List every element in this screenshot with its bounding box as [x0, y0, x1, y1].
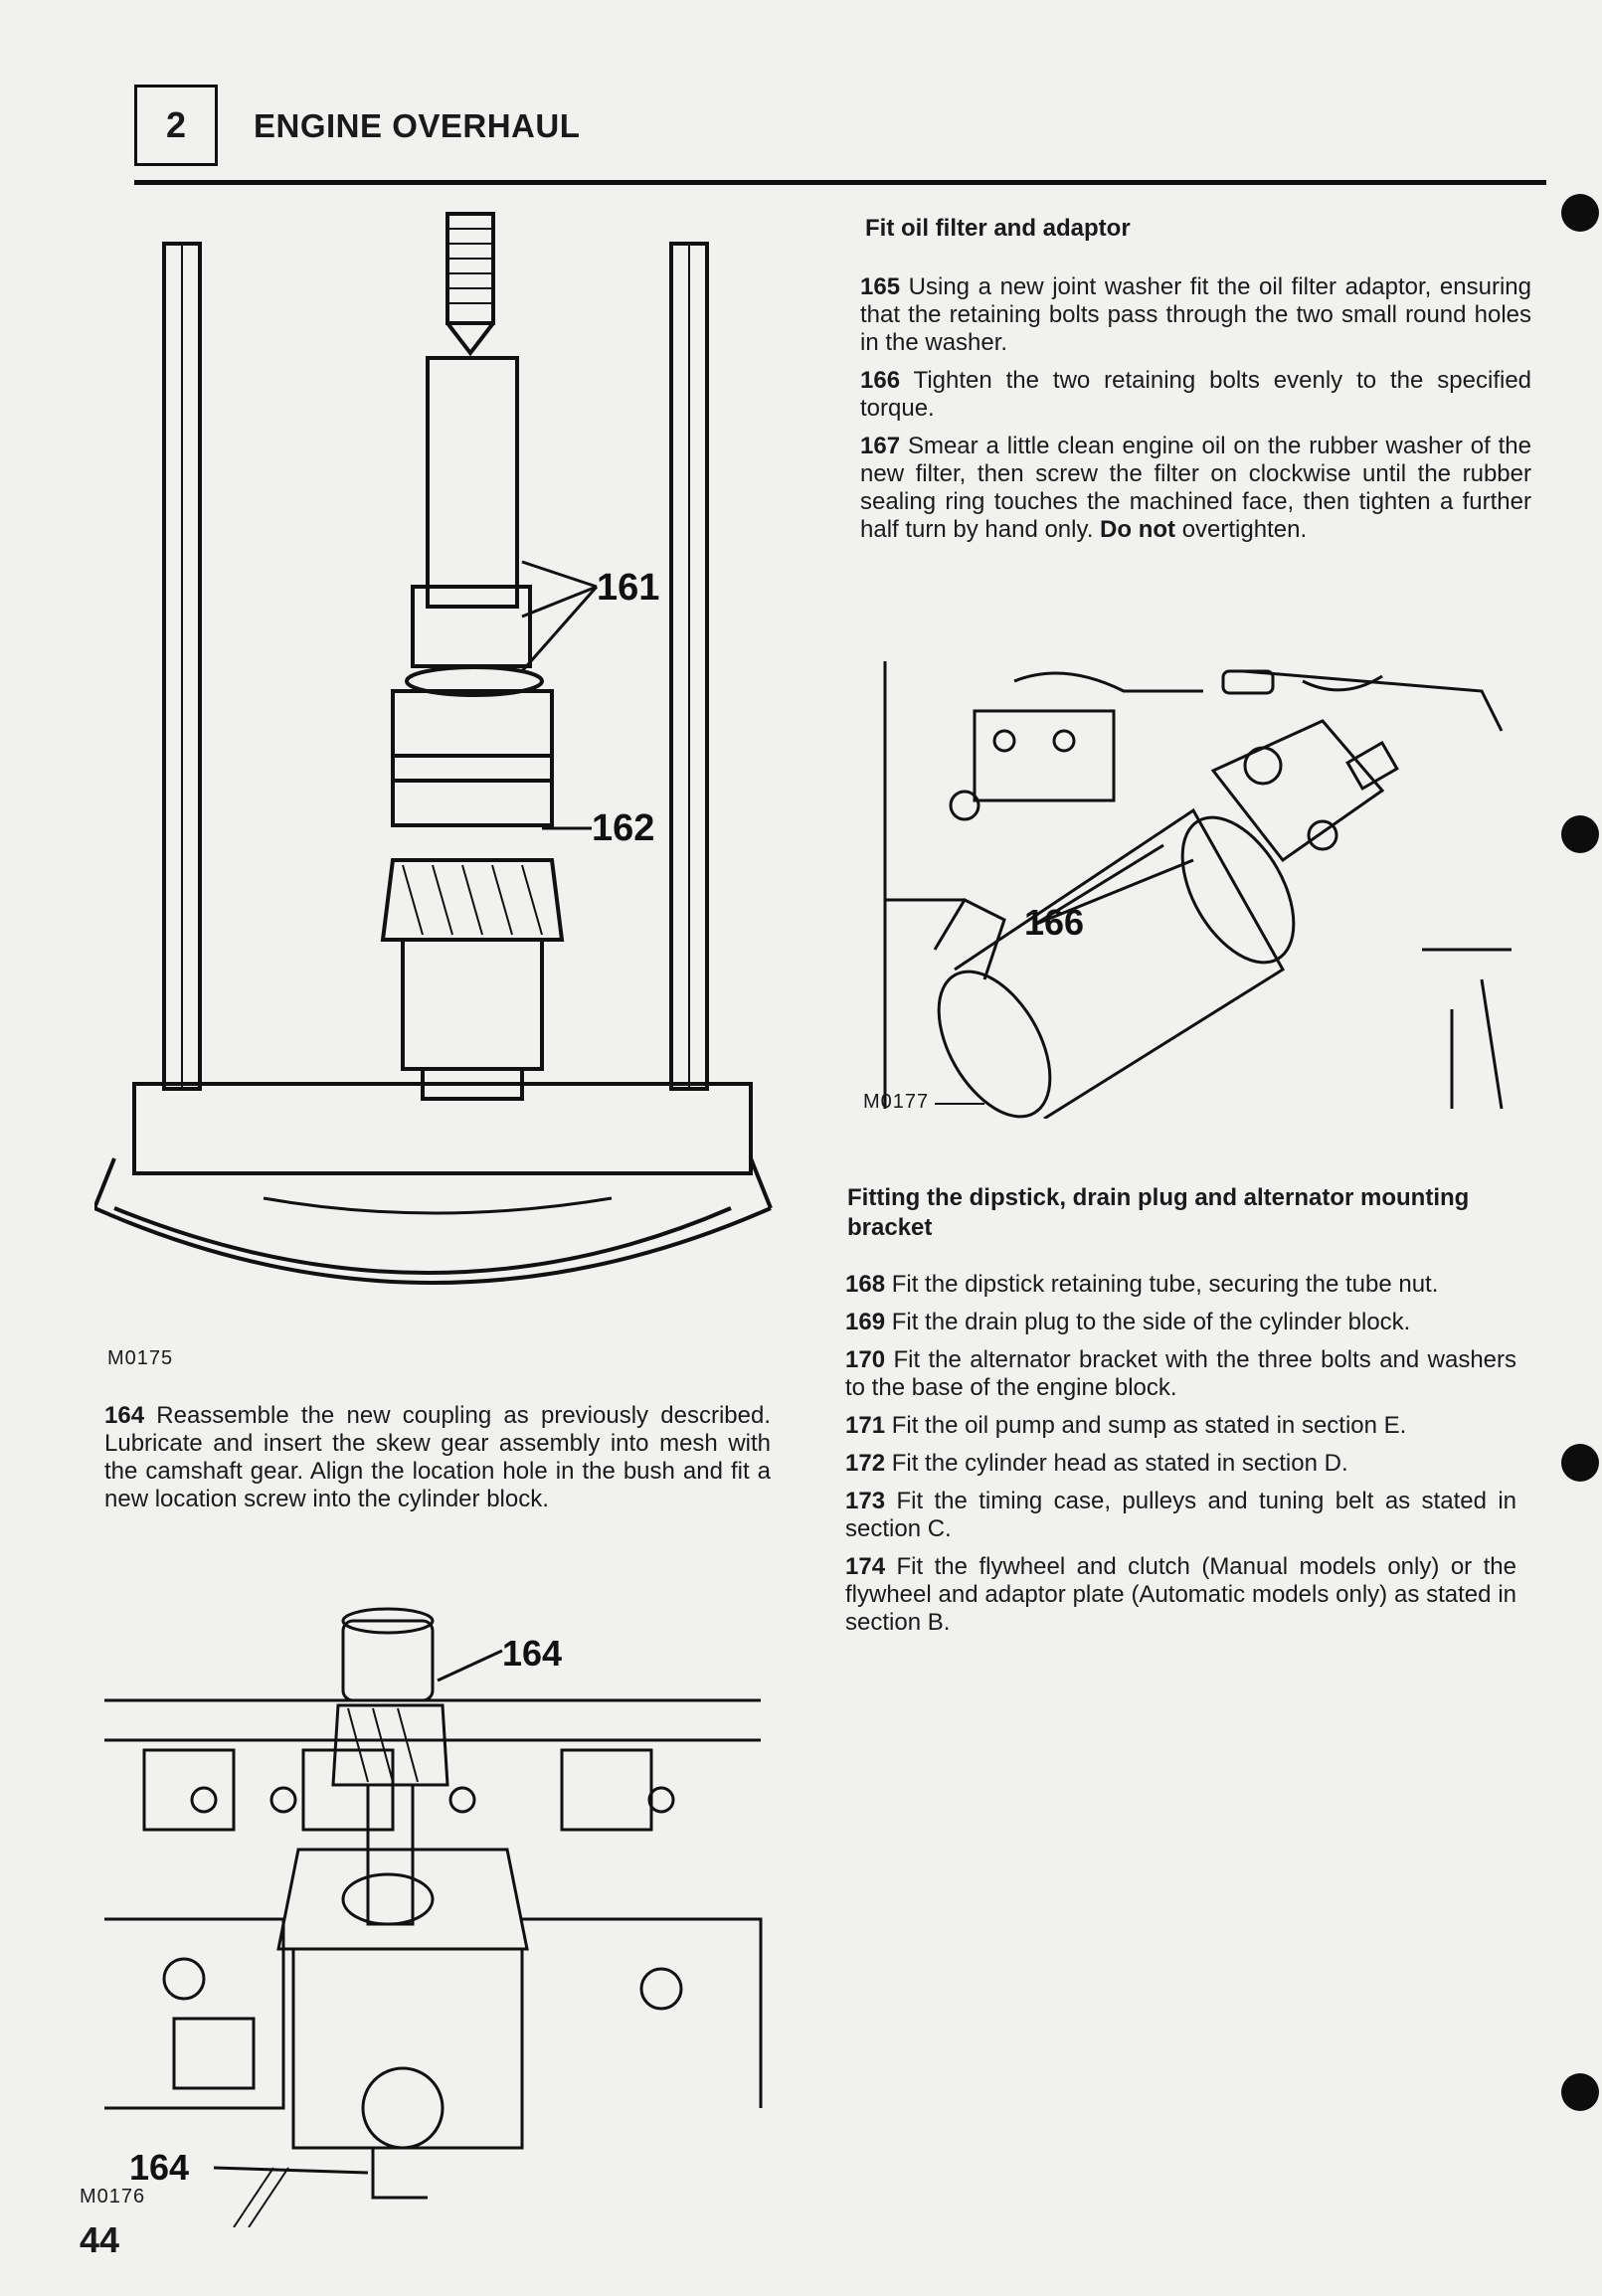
coupling	[393, 691, 552, 781]
step-165: 165 Using a new joint washer fit the oil filter adaptor, ensuring that the retaining bolts pass through the two small round holes in the washer.	[860, 273, 1531, 356]
step-164	[104, 1402, 771, 1523]
press-plate	[114, 1208, 731, 1273]
oil-filter	[916, 798, 1317, 1119]
threaded-rod	[447, 214, 493, 323]
header-rule	[134, 180, 1546, 185]
step-text: Reassemble the new coupling as previously described. Lubricate and insert the skew gear assembly into mesh with the camshaft gear. Align the location hole in the bush and fit a new location screw into the cylinder block.	[104, 1402, 771, 1512]
heading-oil-filter: Fit oil filter and adaptor	[865, 215, 1131, 242]
pump-body	[278, 1850, 527, 1949]
callout-161: 161	[597, 567, 660, 609]
figure-gear-in-block	[85, 1591, 781, 2227]
callout-164-bottom: 164	[129, 2147, 190, 2188]
gear-shaft	[368, 1785, 413, 1924]
figure-code-m0175: M0175	[107, 1347, 174, 1369]
figure-oil-filter	[865, 651, 1521, 1119]
step-172: 172 Fit the cylinder head as stated in section D.	[845, 1450, 1348, 1477]
step-169: 169 Fit the drain plug to the side of the cylinder block.	[845, 1309, 1411, 1335]
binder-hole	[1561, 1444, 1599, 1482]
section-number: 2	[165, 104, 187, 145]
step-166: 166 Tighten the two retaining bolts evenly to the specified torque.	[860, 367, 1532, 422]
step-number: 164	[104, 1402, 145, 1429]
steps-dipstick	[845, 1271, 1516, 1647]
filter-adaptor	[1213, 721, 1397, 860]
callout-162: 162	[592, 807, 655, 849]
section-number-box	[134, 85, 218, 166]
step-171: 171 Fit the oil pump and sump as stated in section E.	[845, 1412, 1407, 1439]
coupling-sleeve	[413, 587, 530, 666]
step-168: 168 Fit the dipstick retaining tube, securing the tube nut.	[845, 1271, 1439, 1298]
binder-hole	[1561, 815, 1599, 853]
block-webs	[144, 1750, 651, 1830]
press-tube	[428, 358, 517, 607]
page-number: 44	[80, 2219, 120, 2260]
callout-166: 166	[1024, 902, 1085, 943]
figure-code-m0176: M0176	[80, 2186, 146, 2208]
binder-hole	[1561, 194, 1599, 232]
section-title: ENGINE OVERHAUL	[254, 107, 581, 144]
gear-shaft	[403, 940, 542, 1069]
figure-coupling-press	[94, 204, 791, 1377]
steps-oil-filter	[860, 273, 1531, 554]
step-170: 170 Fit the alternator bracket with the three bolts and washers to the base of the engine block.	[845, 1346, 1517, 1401]
bush	[363, 2068, 443, 2148]
engine-block	[885, 661, 965, 1109]
heading-dipstick: Fitting the dipstick, drain plug and alternator mounting bracket	[847, 1184, 1470, 1241]
step-167: 167 Smear a little clean engine oil on the rubber washer of the new filter, then screw the filter on clockwise until the rubber sealing ring touches the machined face, then tighten a further half turn by hand only. Do not overtighten.	[860, 433, 1531, 543]
figure-code-m0177: M0177	[863, 1091, 930, 1113]
step-174: 174 Fit the flywheel and clutch (Manual models only) or the flywheel and adaptor plate (Automatic models only) as stated in section B.	[845, 1553, 1516, 1636]
callout-164-top: 164	[502, 1633, 563, 1674]
step-173: 173 Fit the timing case, pulleys and tuning belt as stated in section C.	[845, 1488, 1517, 1542]
binder-hole	[1561, 2073, 1599, 2111]
